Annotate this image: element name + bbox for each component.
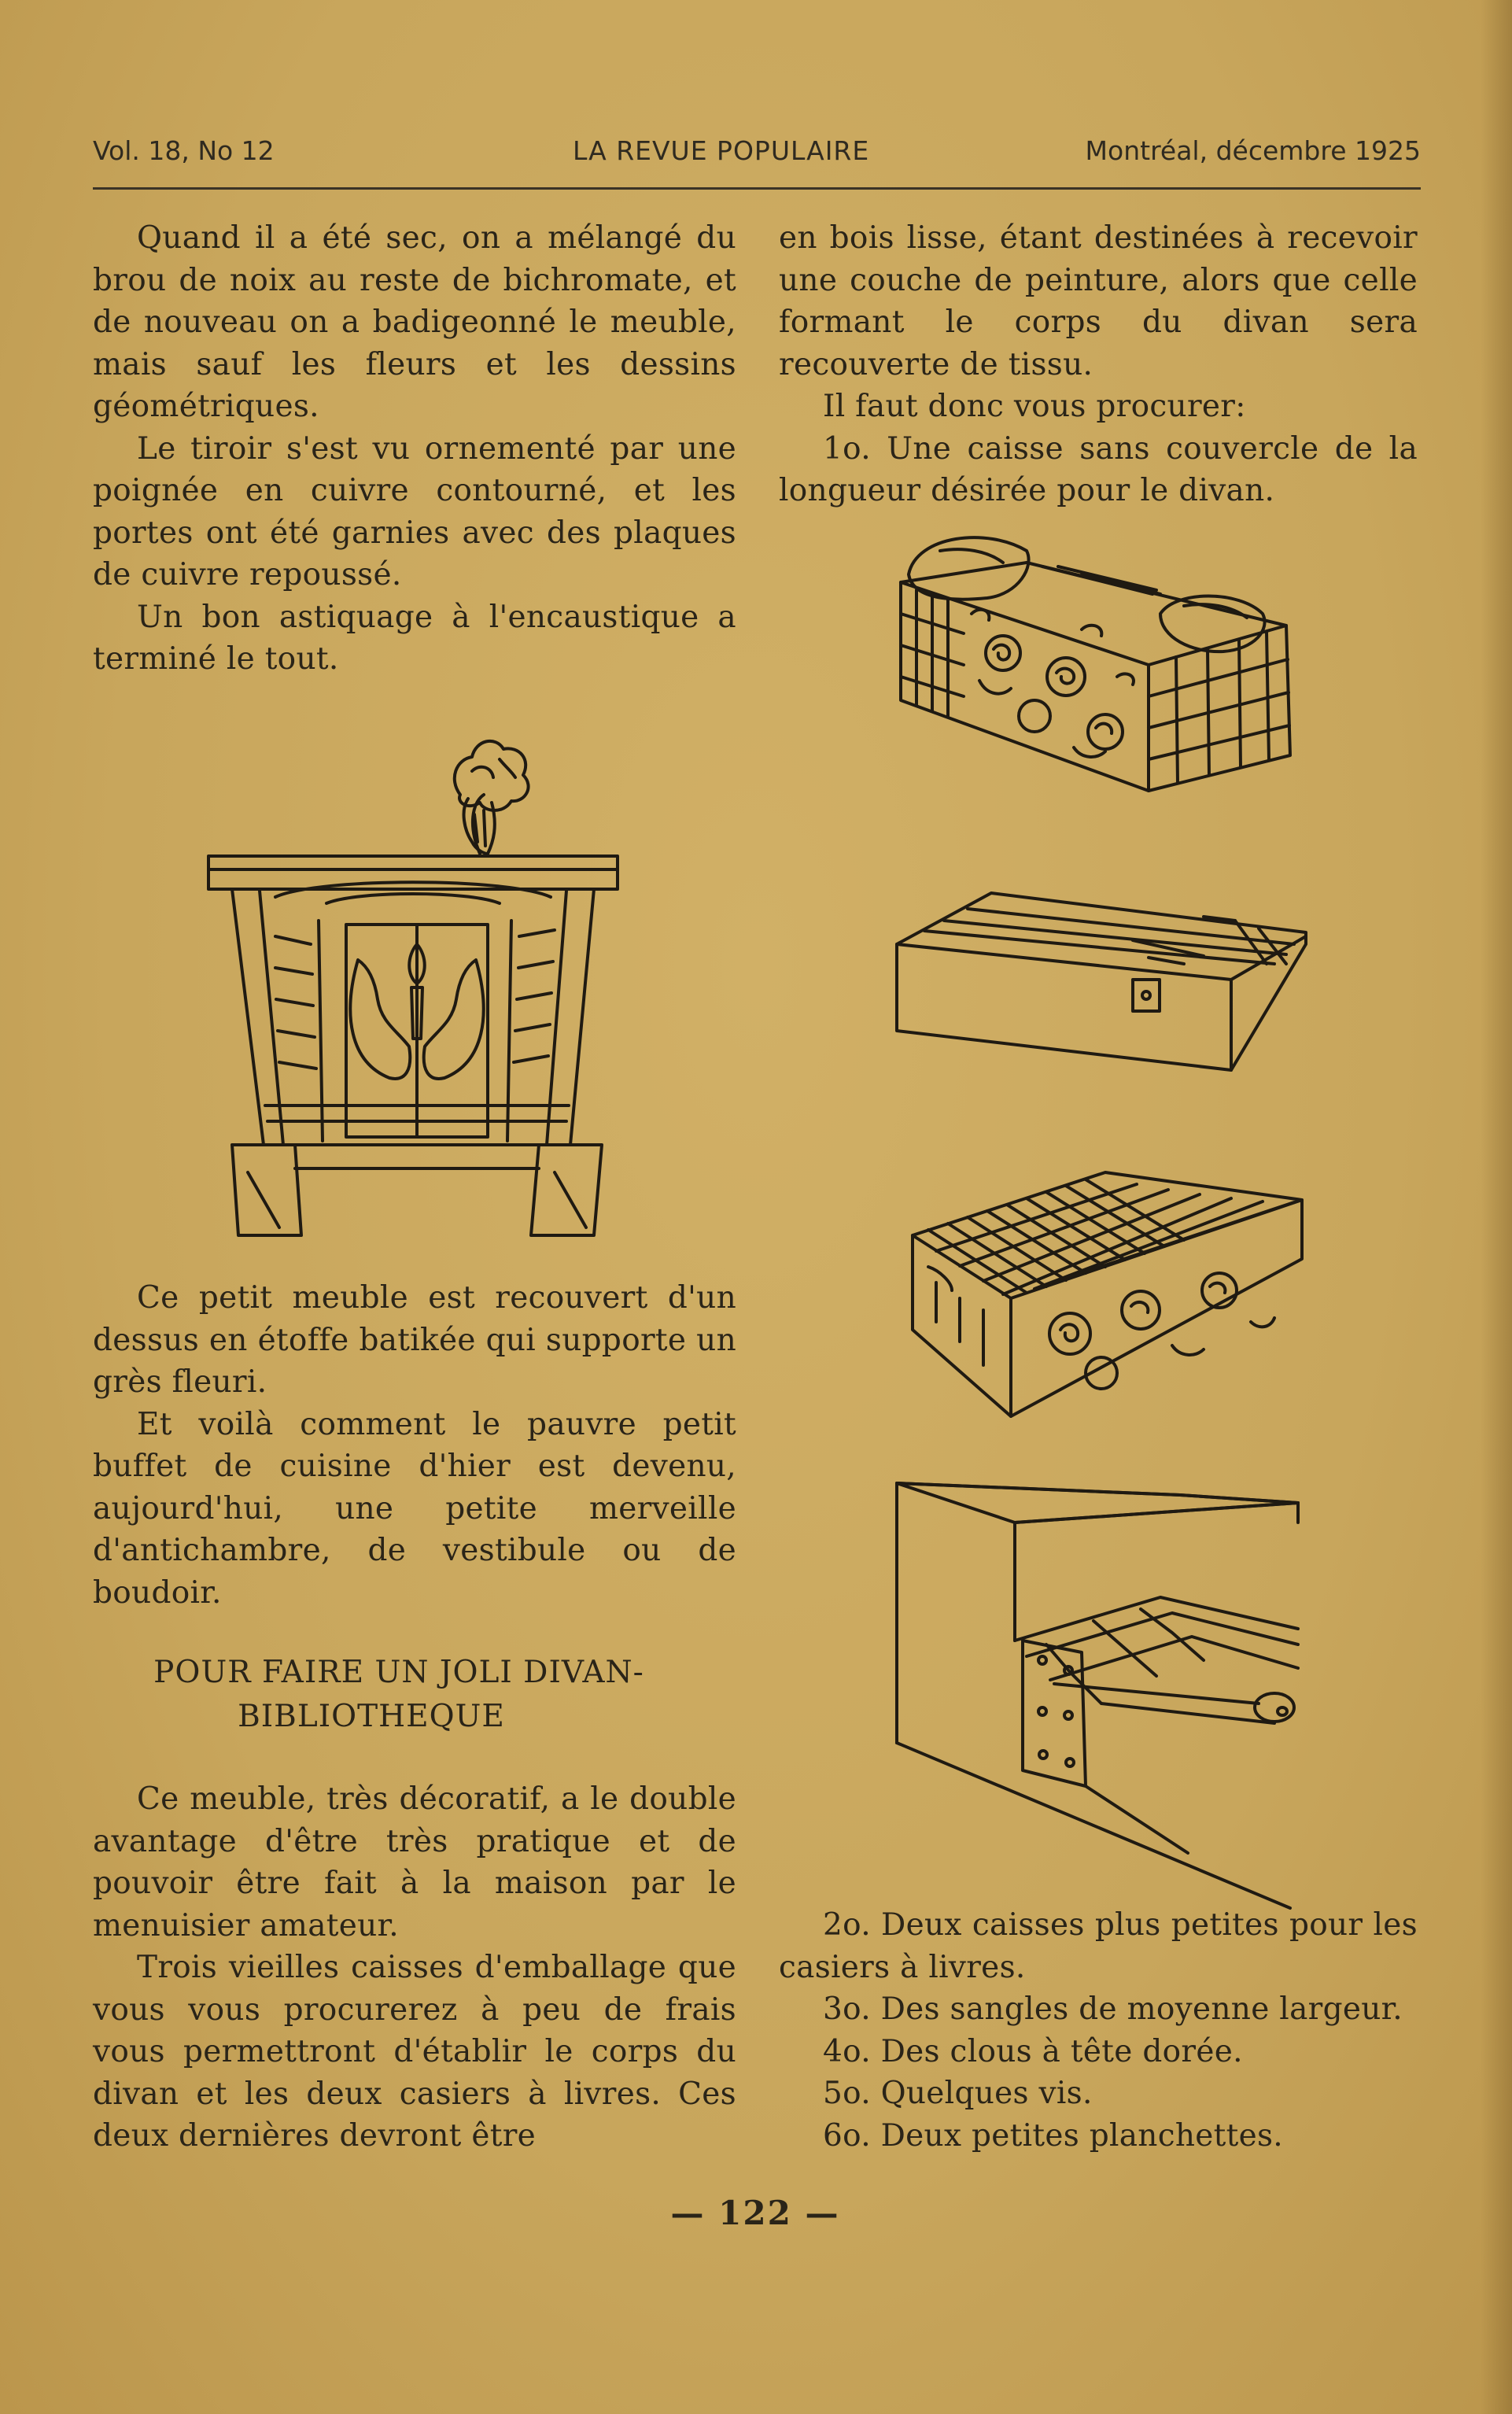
divan-illustration bbox=[893, 519, 1310, 795]
list-item: 3o. Des sangles de moyenne largeur. bbox=[823, 1991, 1403, 2027]
paragraph: Et voilà comment le pauvre petit buffet de cuisine d'hier est devenu, aujourd'hui, une petite merveille d'antichambre, de vestibule ou de boudoir. bbox=[93, 1406, 736, 1611]
paragraph: Il faut donc vous procurer: bbox=[823, 389, 1246, 424]
strapped-crate-illustration bbox=[905, 1165, 1314, 1424]
header-rule bbox=[93, 187, 1421, 190]
list-item: 5o. Quelques vis. bbox=[823, 2076, 1093, 2111]
left-column-top bbox=[93, 217, 736, 681]
list-item: 6o. Deux petites planchettes. bbox=[823, 2117, 1283, 2154]
header-volume: Vol. 18, No 12 bbox=[93, 135, 275, 166]
right-column-bottom bbox=[779, 1904, 1418, 2157]
paragraph: Quand il a été sec, on a mélangé du brou de noix au reste de bichromate, et de nouveau on a badigeonné le meuble, mais sauf les fleurs et les dessins géométriques. bbox=[93, 220, 736, 424]
left-column-middle bbox=[93, 1277, 736, 1614]
running-header bbox=[93, 135, 1421, 175]
flower-vase-drawing bbox=[455, 741, 529, 854]
paragraph: Ce petit meuble est recouvert d'un dessus en étoffe batikée qui supporte un grès fleuri. bbox=[93, 1280, 736, 1400]
list-item: 2o. Deux caisses plus petites pour les casiers à livres. bbox=[779, 1907, 1418, 1985]
list-item: 1o. Une caisse sans couvercle de la longueur désirée pour le divan. bbox=[779, 430, 1418, 508]
paragraph: en bois lisse, étant destinées à recevoir une couche de peinture, alors que celle formant le corps du divan sera recouverte de tissu. bbox=[779, 220, 1418, 382]
list-item: 4o. Des clous à tête dorée. bbox=[823, 2033, 1243, 2069]
page-edge-shadow bbox=[1481, 0, 1512, 2414]
paragraph: Trois vieilles caisses d'emballage que vous vous procurerez à peu de frais vous permettront d'établir le corps du divan et les deux casiers à livres. Ces deux dernières devront être bbox=[93, 1950, 736, 2154]
right-column-top bbox=[779, 217, 1418, 512]
header-title: LA REVUE POPULAIRE bbox=[573, 135, 870, 166]
section-heading bbox=[93, 1651, 736, 1739]
paragraph: Ce meuble, très décoratif, a le double avantage d'être très pratique et de pouvoir être fait à la maison par le menuisier amateur. bbox=[93, 1781, 736, 1943]
open-crate-illustration bbox=[889, 885, 1314, 1082]
header-date: Montréal, décembre 1925 bbox=[1085, 135, 1421, 166]
left-column-bottom bbox=[93, 1778, 736, 2157]
paragraph: Un bon astiquage à l'encaustique a terminé le tout. bbox=[93, 599, 736, 677]
corner-bracket-illustration bbox=[889, 1475, 1314, 1912]
section-heading-line2: BIBLIOTHEQUE bbox=[238, 1699, 505, 1734]
cabinet-illustration bbox=[201, 685, 641, 1243]
page-number: — 122 — bbox=[670, 2194, 840, 2232]
section-heading-line1: POUR FAIRE UN JOLI DIVAN- bbox=[153, 1655, 644, 1690]
paragraph: Le tiroir s'est vu ornementé par une poignée en cuivre contourné, et les portes ont été garnies avec des plaques de cuivre repoussé. bbox=[93, 430, 736, 592]
